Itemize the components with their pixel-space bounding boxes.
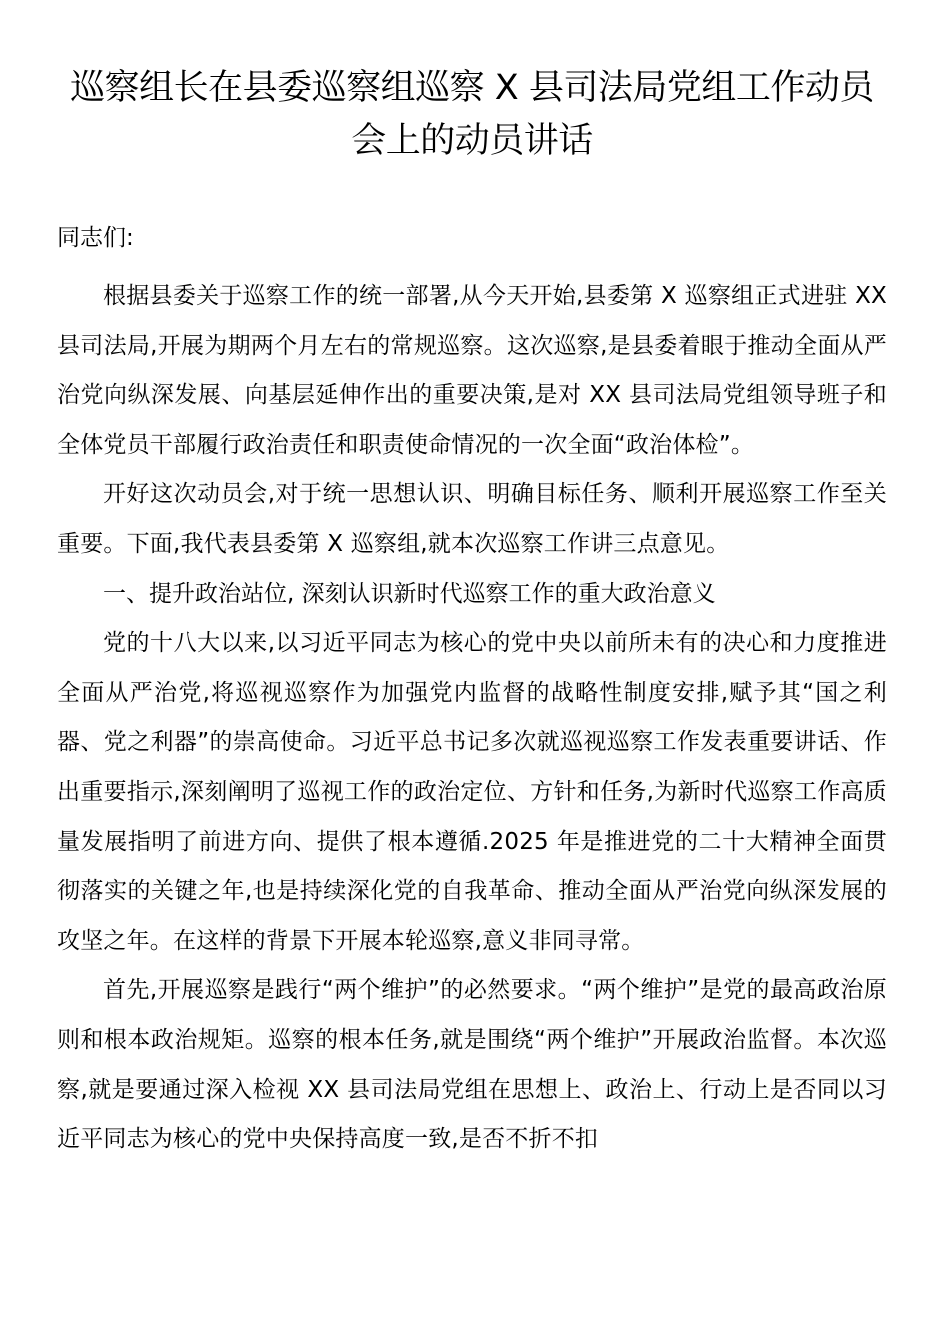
document-page xyxy=(57,62,887,1153)
paragraph-background: 党的十八大以来,以习近平同志为核心的党中央以前所未有的决心和力度推进全面从严治党,将巡视巡察作为加强党内监督的战略性制度安排,赋予其“国之利器、党之利器”的崇高使命。习近平总书记多次就巡视巡察工作发表重要讲话、作出重要指示,深刻阐明了巡视工作的政治定位、方针和任务,为新时代巡察工作高质量发展指明了前进方向、提供了根本遵循.2025 年是推进党的二十大精神全面贯彻落实的关键之年,也是持续深化党的自我革命、推动全面从严治党向纵深发展的攻坚之年。在这样的背景下开展本轮巡察,意义非同寻常。 xyxy=(57,630,887,954)
paragraph-intro: 根据县委关于巡察工作的统一部署,从今天开始,县委第 X 巡察组正式进驻 XX 县司法局,开展为期两个月左右的常规巡察。这次巡察,是县委着眼于推动全面从严治党向纵深发展、向基层延伸作出的重要决策,是对 XX 县司法局党组领导班子和全体党员干部履行政治责任和职责使命情况的一次全面“政治体检”。 xyxy=(57,283,887,458)
section-heading-1: 一、提升政治站位, 深刻认识新时代巡察工作的重大政治意义 xyxy=(103,580,716,607)
paragraph-first-point: 首先,开展巡察是践行“两个维护”的必然要求。“两个维护”是党的最高政治原则和根本政治规矩。巡察的根本任务,就是围绕“两个维护”开展政治监督。本次巡察,就是要通过深入检视 XX 县司法局党组在思想上、政治上、行动上是否同以习近平同志为核心的党中央保持高度一致,是否不折不扣 xyxy=(57,977,887,1153)
paragraph-purpose: 开好这次动员会,对于统一思想认识、明确目标任务、顺利开展巡察工作至关重要。下面,我代表县委第 X 巡察组,就本次巡察工作讲三点意见。 xyxy=(57,481,887,557)
salutation: 同志们: xyxy=(57,225,134,251)
document-body xyxy=(57,272,887,1165)
document-title: 巡察组长在县委巡察组巡察 X 县司法局党组工作动员会上的动员讲话 xyxy=(70,68,874,161)
